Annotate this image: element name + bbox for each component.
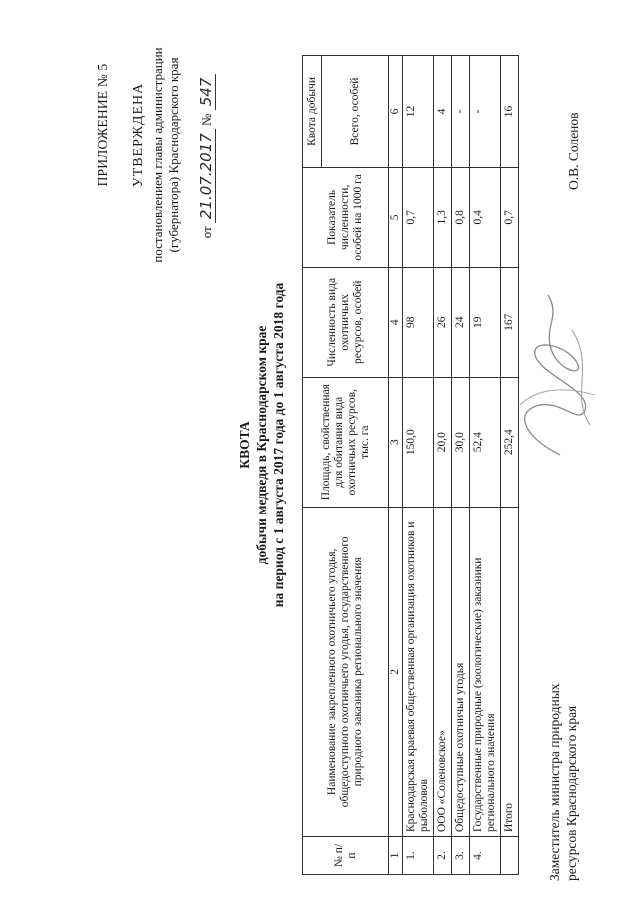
row-population: 26 (434, 267, 452, 377)
table-row (403, 56, 434, 875)
signer-name: О.В. Соленов (566, 112, 581, 190)
column-number-row (389, 56, 403, 875)
col-number: 3 (389, 377, 403, 507)
decree-number: 547 (197, 74, 216, 111)
row-density: 0,7 (403, 167, 434, 267)
col-number: 4 (389, 267, 403, 377)
date-prefix: от (199, 226, 214, 239)
table-total-row (501, 56, 519, 875)
header-density: Показатель численности, особей на 1000 га (303, 167, 389, 267)
total-population: 167 (501, 267, 519, 377)
row-quota: 12 (403, 56, 434, 168)
total-label: Итого (501, 507, 519, 836)
row-name: Государственные природные (зоологические) заказники регионального значения (470, 507, 501, 836)
total-quota: 16 (501, 56, 519, 168)
row-population: 98 (403, 267, 434, 377)
header-quota-total: Всего, особей (322, 56, 389, 168)
appendix-label: ПРИЛОЖЕНИЕ № 5 (95, 63, 110, 187)
row-population: 19 (470, 267, 501, 377)
col-number: 1 (389, 837, 403, 875)
title-line-2: добычи медведя в Краснодарском крае (254, 325, 269, 565)
table-header-row (303, 56, 322, 875)
header-name: Наименование закрепленного охотничьего угодья, общедоступного охотничьего угодья, государственного природного заказника регионального значения (303, 507, 389, 836)
title-line-3: на период с 1 августа 2017 года до 1 августа 2018 года (271, 282, 286, 608)
row-area: 20,0 (434, 377, 452, 507)
row-name: Общедоступные охотничьи угодья (452, 507, 470, 836)
decree-line-2: (губернатора) Краснодарского края (166, 57, 181, 253)
document-title (236, 235, 287, 655)
total-area: 252,4 (501, 377, 519, 507)
handwritten-signature (500, 285, 610, 465)
col-number: 5 (389, 167, 403, 267)
col-number: 6 (389, 56, 403, 168)
header-num: № п/п (303, 837, 389, 875)
decree-line-1: постановлением главы администрации (150, 47, 165, 263)
header-quota-group: Квота добычи (303, 56, 322, 168)
decree-date: 21.07.2017 (197, 129, 216, 223)
row-area: 150,0 (403, 377, 434, 507)
row-population: 24 (452, 267, 470, 377)
row-num: 3. (452, 837, 470, 875)
row-density: 0,8 (452, 167, 470, 267)
row-area: 30,0 (452, 377, 470, 507)
table-row (434, 56, 452, 875)
signer-position (546, 601, 580, 881)
header-area: Площадь, свойственная для обитания вида охотничьих ресурсов, тыс. га (303, 377, 389, 507)
row-quota: - (452, 56, 470, 168)
quota-table (302, 55, 519, 875)
signer-position-line-1: Заместитель министра природных (547, 683, 562, 881)
row-num: 2. (434, 837, 452, 875)
total-num (501, 837, 519, 875)
row-density: 0,4 (470, 167, 501, 267)
row-num: 4. (470, 837, 501, 875)
number-prefix: № (199, 113, 214, 126)
col-number: 2 (389, 507, 403, 836)
row-name: Краснодарская краевая общественная организация охотников и рыболовов (403, 507, 434, 836)
header-population: Численность вида охотничьих ресурсов, особей (303, 267, 389, 377)
row-area: 52,4 (470, 377, 501, 507)
decree-date-line (198, 11, 215, 301)
row-density: 1,3 (434, 167, 452, 267)
table-row (470, 56, 501, 875)
table-row (452, 56, 470, 875)
row-name: ООО «Соленовское» (434, 507, 452, 836)
row-quota: - (470, 56, 501, 168)
signer-position-line-2: ресурсов Краснодарского края (564, 705, 579, 881)
approved-label: УТВЕРЖДЕНА (131, 82, 146, 188)
row-quota: 4 (434, 56, 452, 168)
total-density: 0,7 (501, 167, 519, 267)
row-num: 1. (403, 837, 434, 875)
title-line-1: КВОТА (237, 421, 252, 469)
decree-text (150, 5, 182, 305)
